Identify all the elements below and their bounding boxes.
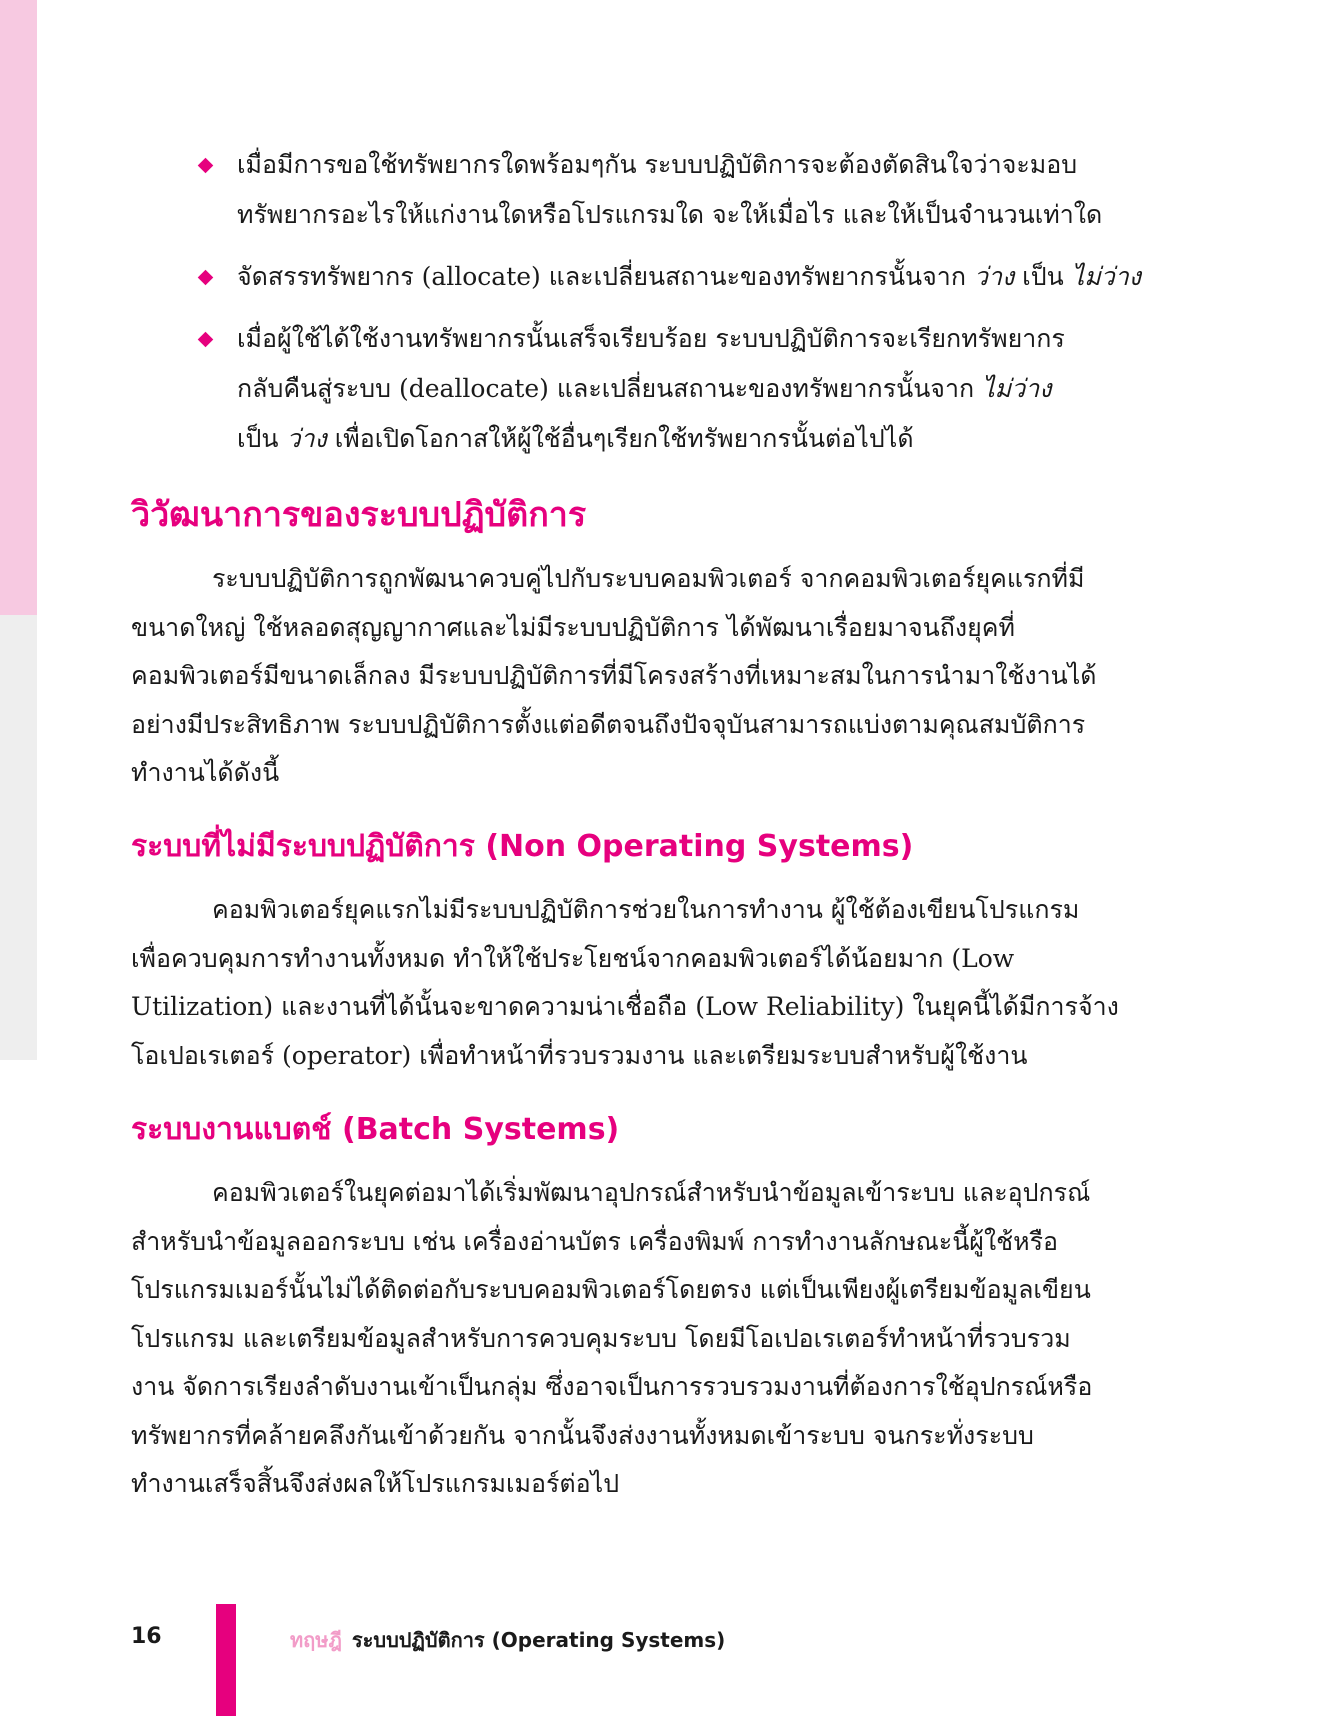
side-tab-grey	[0, 615, 37, 1060]
paragraph-line: ขนาดใหญ่ ใช้หลอดสุญญากาศและไม่มีระบบปฏิบัติการ ได้พัฒนาเรื่อยมาจนถึงยุคที่	[131, 612, 1015, 642]
bullet-item	[196, 252, 1156, 302]
paragraph-batch	[131, 1169, 1131, 1509]
paragraph-line: คอมพิวเตอร์ยุคแรกไม่มีระบบปฏิบัติการช่วยในการทำงาน ผู้ใช้ต้องเขียนโปรแกรม	[212, 895, 1080, 924]
paragraph-line: เพื่อควบคุมการทำงานทั้งหมด ทำให้ใช้ประโยชน์จากคอมพิวเตอร์ได้น้อยมาก (Low	[131, 943, 1015, 973]
side-tab-pink	[0, 0, 37, 615]
paragraph-line: โอเปอเรเตอร์ (operator) เพื่อทำหน้าที่รวบรวมงาน และเตรียมระบบสำหรับผู้ใช้งาน	[131, 1040, 1028, 1070]
bullet-line	[237, 252, 1156, 302]
text-segment: จัดสรรทรัพยากร (allocate) และเปลี่ยนสถานะของทรัพยากรนั้นจาก	[237, 262, 974, 291]
section-heading-batch: ระบบงานแบตช์ (Batch Systems)	[131, 1112, 620, 1147]
bullet-line	[237, 190, 1156, 240]
running-title	[290, 1624, 725, 1656]
bullet-line	[237, 140, 1156, 190]
italic-term: ไม่ว่าง	[982, 374, 1052, 403]
diamond-bullet-icon	[198, 270, 214, 286]
section-heading-non-os: ระบบที่ไม่มีระบบปฏิบัติการ (Non Operating Systems)	[131, 829, 914, 864]
text-segment: เป็น	[1014, 262, 1072, 291]
paragraph-line: ทำงานเสร็จสิ้นจึงส่งผลให้โปรแกรมเมอร์ต่อไป	[131, 1469, 620, 1498]
paragraph-line: สำหรับนำข้อมูลออกระบบ เช่น เครื่องอ่านบัตร เครื่องพิมพ์ การทำงานลักษณะนี้ผู้ใช้หรือ	[131, 1226, 1059, 1256]
text-segment: เป็น	[237, 424, 287, 453]
footer-accent-bar	[216, 1604, 236, 1716]
bullet-line	[237, 314, 1156, 364]
section-heading-os-evolution: วิวัฒนาการของระบบปฏิบัติการ	[131, 495, 587, 535]
running-title-book: ระบบปฏิบัติการ (Operating Systems)	[351, 1628, 726, 1652]
paragraph-line: โปรแกรม และเตรียมข้อมูลสำหรับการควบคุมระบบ โดยมีโอเปอเรเตอร์ทำหน้าที่รวบรวม	[131, 1323, 1071, 1353]
paragraph-line: คอมพิวเตอร์ในยุคต่อมาได้เริ่มพัฒนาอุปกรณ์สำหรับนำข้อมูลเข้าระบบ และอุปกรณ์	[212, 1178, 1091, 1207]
text-segment: เพื่อเปิดโอกาสให้ผู้ใช้อื่นๆเรียกใช้ทรัพยากรนั้นต่อไปได้	[326, 424, 914, 453]
paragraph-line: ทรัพยากรที่คล้ายคลึงกันเข้าด้วยกัน จากนั้นจึงส่งงานทั้งหมดเข้าระบบ จนกระทั่งระบบ	[131, 1420, 1034, 1450]
italic-term: ไม่ว่าง	[1071, 262, 1141, 291]
text-segment: เมื่อมีการขอใช้ทรัพยากรใดพร้อมๆกัน ระบบปฏิบัติการจะต้องตัดสินใจว่าจะมอบ	[237, 150, 1078, 179]
paragraph-line: ระบบปฏิบัติการถูกพัฒนาควบคู่ไปกับระบบคอมพิวเตอร์ จากคอมพิวเตอร์ยุคแรกที่มี	[212, 564, 1085, 593]
text-segment: กลับคืนสู่ระบบ (deallocate) และเปลี่ยนสถานะของทรัพยากรนั้นจาก	[237, 374, 983, 403]
paragraph-line: อย่างมีประสิทธิภาพ ระบบปฏิบัติการตั้งแต่อดีตจนถึงปัจจุบันสามารถแบ่งตามคุณสมบัติการ	[131, 709, 1086, 739]
bullet-line	[237, 364, 1156, 414]
page-footer	[0, 1604, 1324, 1716]
bullet-item	[196, 140, 1156, 240]
paragraph-line: โปรแกรมเมอร์นั้นไม่ได้ติดต่อกับระบบคอมพิวเตอร์โดยตรง แต่เป็นเพียงผู้เตรียมข้อมูลเขียน	[131, 1275, 1091, 1304]
page-number: 16	[131, 1624, 162, 1649]
italic-term: ว่าง	[973, 262, 1015, 291]
paragraph-line: คอมพิวเตอร์มีขนาดเล็กลง มีระบบปฏิบัติการที่มีโครงสร้างที่เหมาะสมในการนำมาใช้งานได้	[131, 661, 1097, 690]
bullet-line	[237, 414, 1156, 464]
diamond-bullet-icon	[198, 332, 214, 348]
text-segment: ทรัพยากรอะไรให้แก่งานใดหรือโปรแกรมใด จะให้เมื่อไร และให้เป็นจำนวนเท่าใด	[237, 200, 1103, 229]
paragraph-line: งาน จัดการเรียงลำดับงานเข้าเป็นกลุ่ม ซึ่งอาจเป็นการรวบรวมงานที่ต้องการใช้อุปกรณ์หรือ	[131, 1372, 1093, 1401]
text-segment: เมื่อผู้ใช้ได้ใช้งานทรัพยากรนั้นเสร็จเรียบร้อย ระบบปฏิบัติการจะเรียกทรัพยากร	[237, 324, 1065, 353]
bullet-list	[196, 140, 1156, 476]
italic-term: ว่าง	[286, 424, 327, 453]
paragraph-line: ทำงานได้ดังนี้	[131, 758, 280, 787]
diamond-bullet-icon	[198, 158, 214, 174]
running-title-brand: ทฤษฎี	[290, 1628, 342, 1652]
bullet-item	[196, 314, 1156, 464]
paragraph-os-evolution	[131, 555, 1131, 798]
paragraph-non-os	[131, 886, 1131, 1080]
paragraph-line: Utilization) และงานที่ได้นั้นจะขาดความน่าเชื่อถือ (Low Reliability) ในยุคนี้ได้มีการจ้าง	[131, 992, 1119, 1021]
